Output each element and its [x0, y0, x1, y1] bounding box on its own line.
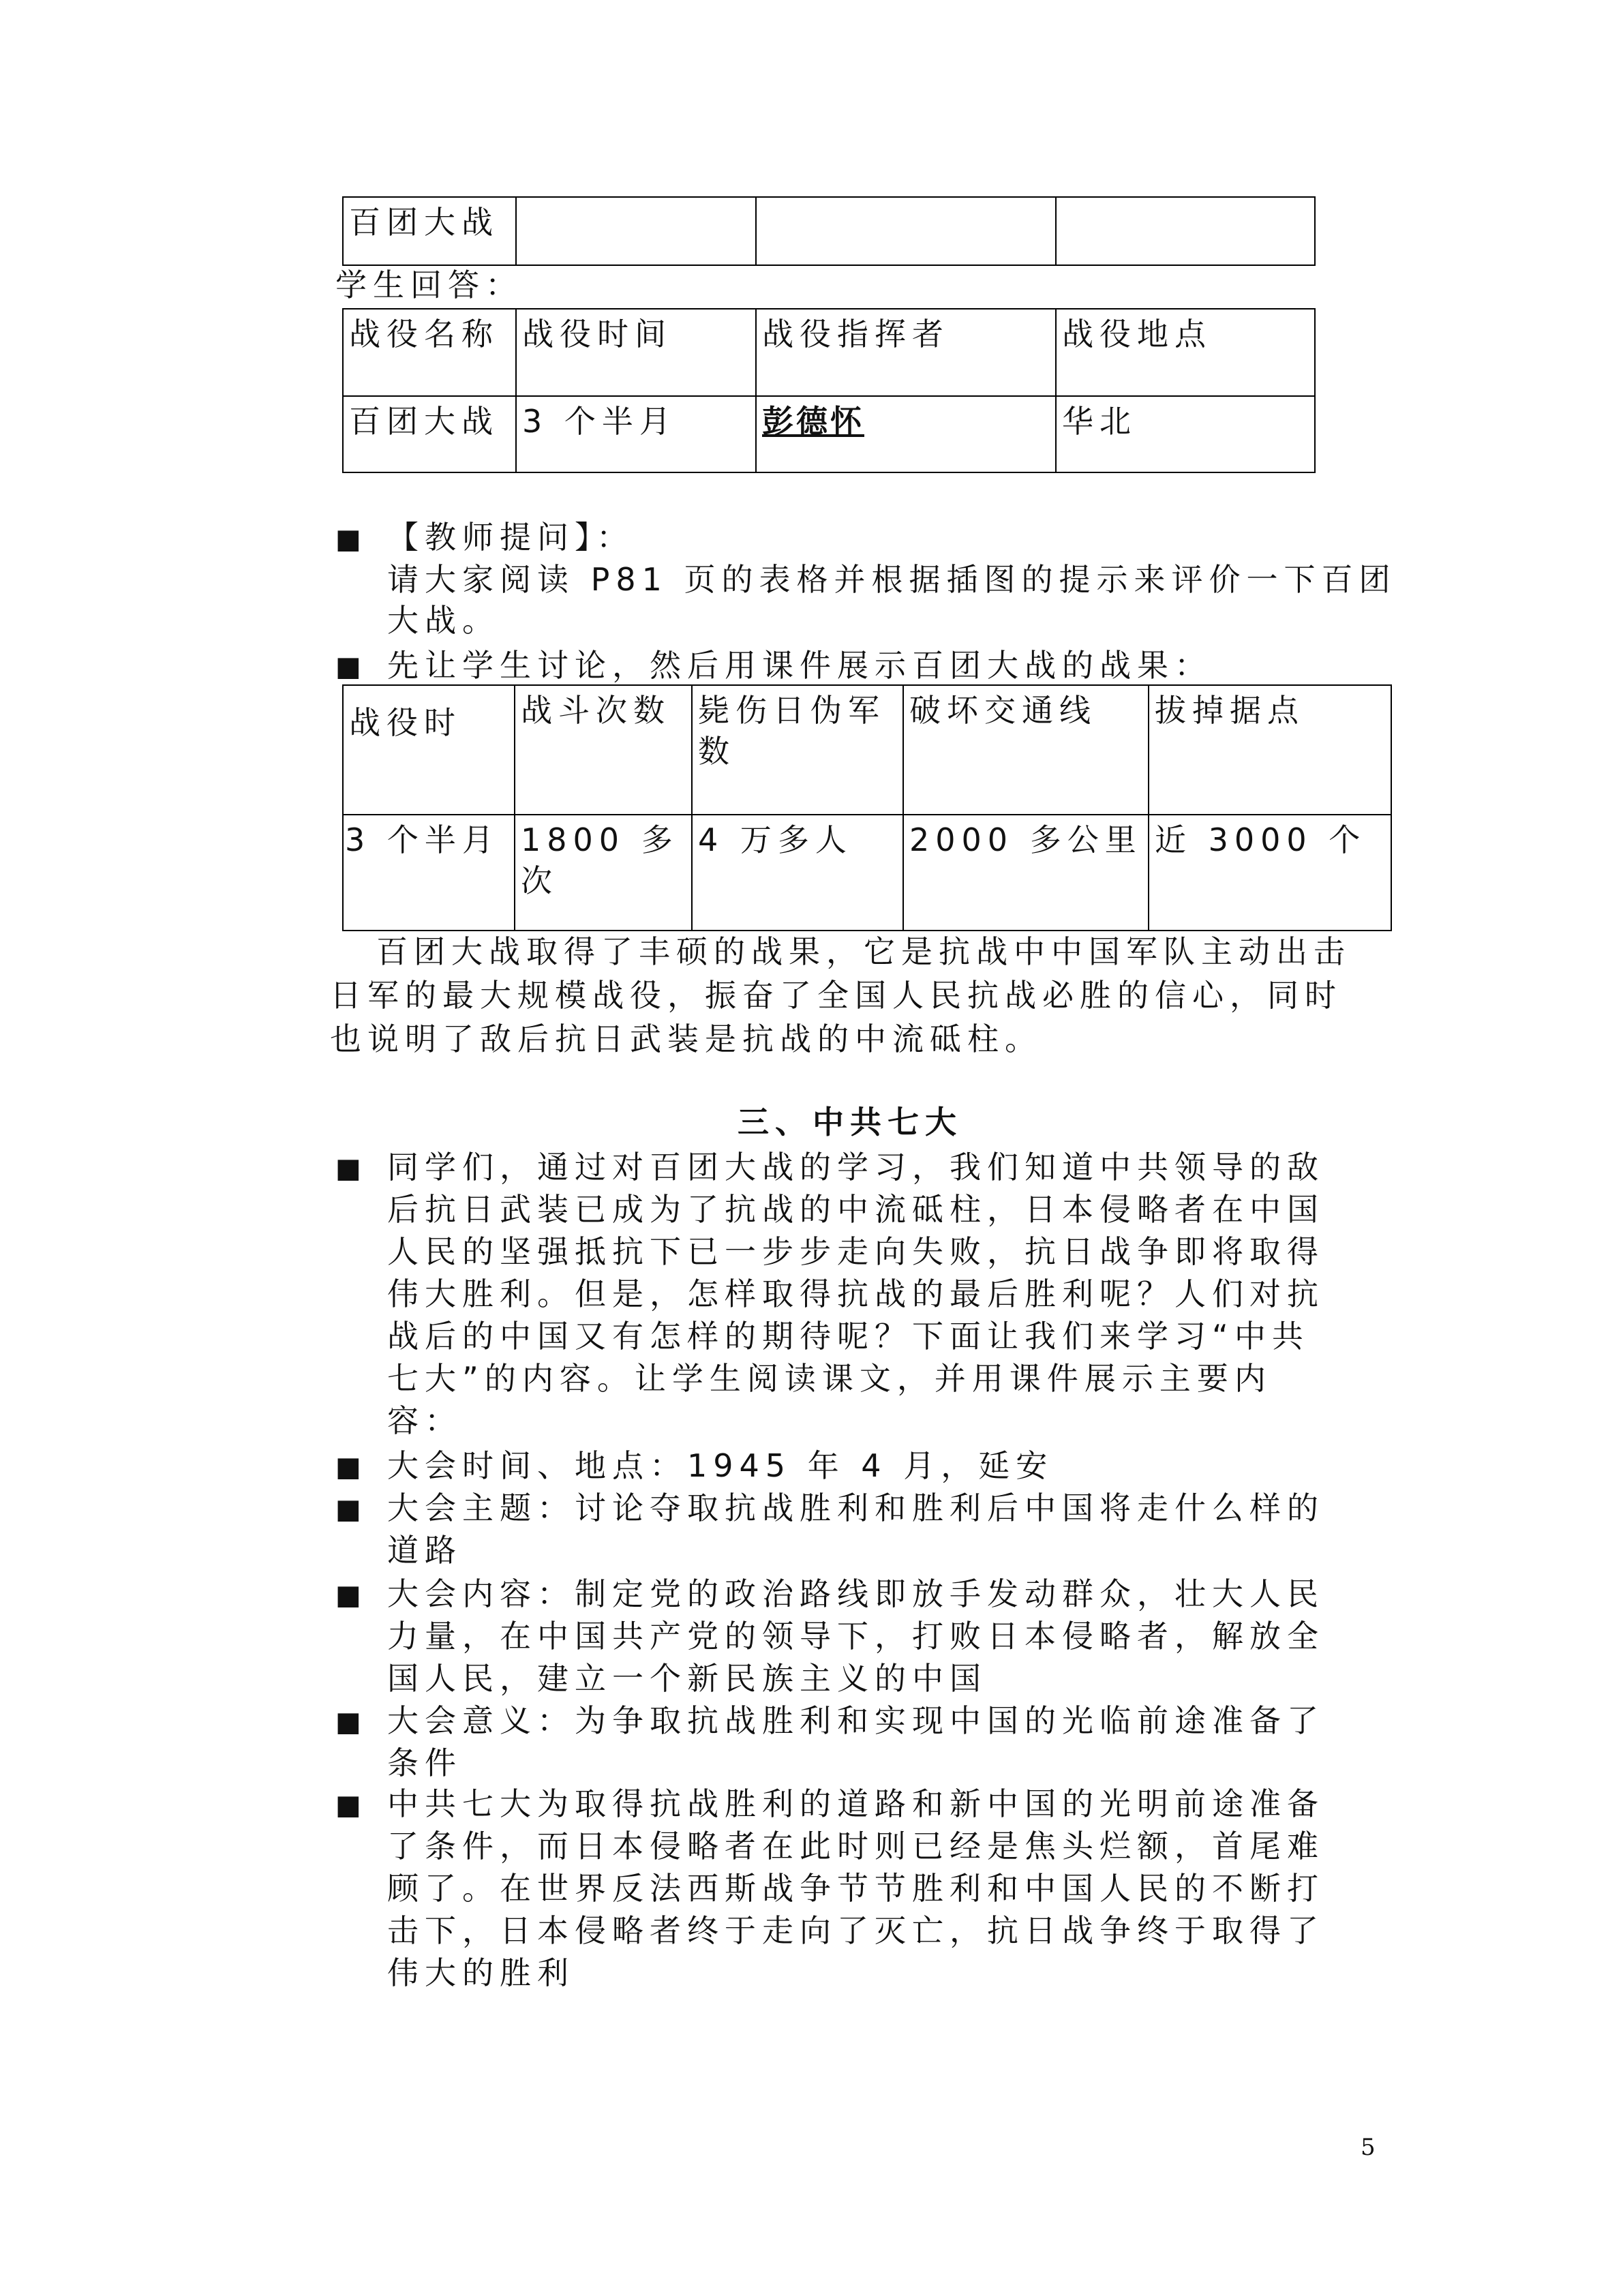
- bullet-text-line: 大会主题：讨论夺取抗战胜利和胜利后中国将走什么样的: [387, 1490, 1324, 1526]
- table-cell: 4 万多人: [692, 815, 903, 931]
- table-header: 战役名称: [343, 309, 516, 396]
- table-cell: [756, 197, 1056, 265]
- bullet-text-line: 后抗日武装已成为了抗战的中流砥柱，日本侵略者在中国: [387, 1191, 1324, 1228]
- bullet-text-line: 了条件，而日本侵略者在此时则已经是焦头烂额，首尾难: [387, 1828, 1324, 1864]
- bullet-text-line: 大会意义：为争取抗战胜利和实现中国的光临前途准备了: [387, 1702, 1324, 1739]
- section-title: 三、中共七大: [738, 1104, 962, 1141]
- bullet-text-line: 容：: [387, 1402, 462, 1439]
- table-header: 战役地点: [1056, 309, 1315, 396]
- discussion-text: 先让学生讨论，然后用课件展示百团大战的战果：: [387, 647, 1212, 684]
- table-cell: 百团大战: [343, 396, 516, 472]
- table-cell: [756, 396, 1056, 472]
- table-header: 毙伤日伪军数: [692, 685, 903, 815]
- table-cell: 2000 多公里: [903, 815, 1149, 931]
- bullet-icon: ■: [335, 524, 361, 555]
- bullet-icon: ■: [335, 1580, 361, 1611]
- table-continuation: [342, 196, 1316, 266]
- table-cell: 百团大战: [343, 197, 516, 265]
- bullet-text-line: 同学们，通过对百团大战的学习，我们知道中共领导的敌: [387, 1149, 1324, 1185]
- bullet-text-line: 击下，日本侵略者终于走向了灭亡，抗日战争终于取得了: [387, 1912, 1324, 1949]
- table-cell: 近 3000 个: [1149, 815, 1391, 931]
- bullet-text-line: 七大”的内容。让学生阅读课文，并用课件展示主要内: [387, 1360, 1272, 1397]
- table-header: 破坏交通线: [903, 685, 1149, 815]
- table-cell: [1056, 197, 1315, 265]
- teacher-question-line: 大战。: [387, 602, 500, 639]
- bullet-text-line: 大会内容：制定党的政治路线即放手发动群众，壮大人民: [387, 1575, 1324, 1612]
- page-number: 5: [1361, 2134, 1376, 2161]
- summary-line: 日军的最大规模战役，振奋了全国人民抗战必胜的信心，同时: [330, 977, 1342, 1014]
- bullet-icon: ■: [335, 651, 361, 682]
- table-header: 战役时间: [516, 309, 756, 396]
- battle-info-table: [342, 308, 1316, 473]
- table-header: 战斗次数: [515, 685, 692, 815]
- bullet-icon: ■: [335, 1494, 361, 1525]
- bullet-text-line: 伟大胜利。但是，怎样取得抗战的最后胜利呢？人们对抗: [387, 1275, 1324, 1312]
- table-cell: 3 个半月: [343, 815, 515, 931]
- student-answer-label: 学生回答：: [335, 267, 523, 303]
- bullet-text-line: 战后的中国又有怎样的期待呢？下面让我们来学习“中共: [387, 1318, 1309, 1355]
- teacher-question-heading: 【教师提问】：: [387, 519, 634, 556]
- table-cell: 华北: [1056, 396, 1315, 472]
- table-cell: [516, 197, 756, 265]
- table-header: 战役指挥者: [756, 309, 1056, 396]
- bullet-text-line: 伟大的胜利: [387, 1954, 575, 1991]
- bullet-icon: ■: [335, 1789, 361, 1821]
- bullet-text-line: 人民的坚强抵抗下已一步步走向失败，抗日战争即将取得: [387, 1233, 1324, 1270]
- bullet-text-line: 条件: [387, 1744, 462, 1781]
- bullet-icon: ■: [335, 1451, 361, 1483]
- summary-line: 百团大战取得了丰硕的战果，它是抗战中中国军队主动出击: [376, 933, 1351, 970]
- summary-line: 也说明了敌后抗日武装是抗战的中流砥柱。: [330, 1021, 1042, 1057]
- bullet-text-line: 道路: [387, 1532, 462, 1569]
- bullet-icon: ■: [335, 1153, 361, 1184]
- battle-results-table: [342, 684, 1392, 931]
- bullet-text-line: 大会时间、地点：1945 年 4 月，延安: [387, 1447, 1054, 1484]
- table-cell: 1800 多次: [515, 815, 692, 931]
- commander-name: 彭德怀: [762, 403, 864, 440]
- table-header: 战役时: [343, 685, 515, 815]
- bullet-text-line: 顾了。在世界反法西斯战争节节胜利和中国人民的不断打: [387, 1870, 1324, 1907]
- teacher-question-line: 请大家阅读 P81 页的表格并根据插图的提示来评价一下百团: [387, 561, 1397, 598]
- bullet-text-line: 力量，在中国共产党的领导下，打败日本侵略者，解放全: [387, 1618, 1324, 1655]
- bullet-text-line: 国人民，建立一个新民族主义的中国: [387, 1660, 987, 1697]
- bullet-text-line: 中共七大为取得抗战胜利的道路和新中国的光明前途准备: [387, 1785, 1324, 1822]
- table-cell: 3 个半月: [516, 396, 756, 472]
- table-header: 拔掉据点: [1149, 685, 1391, 815]
- bullet-icon: ■: [335, 1706, 361, 1738]
